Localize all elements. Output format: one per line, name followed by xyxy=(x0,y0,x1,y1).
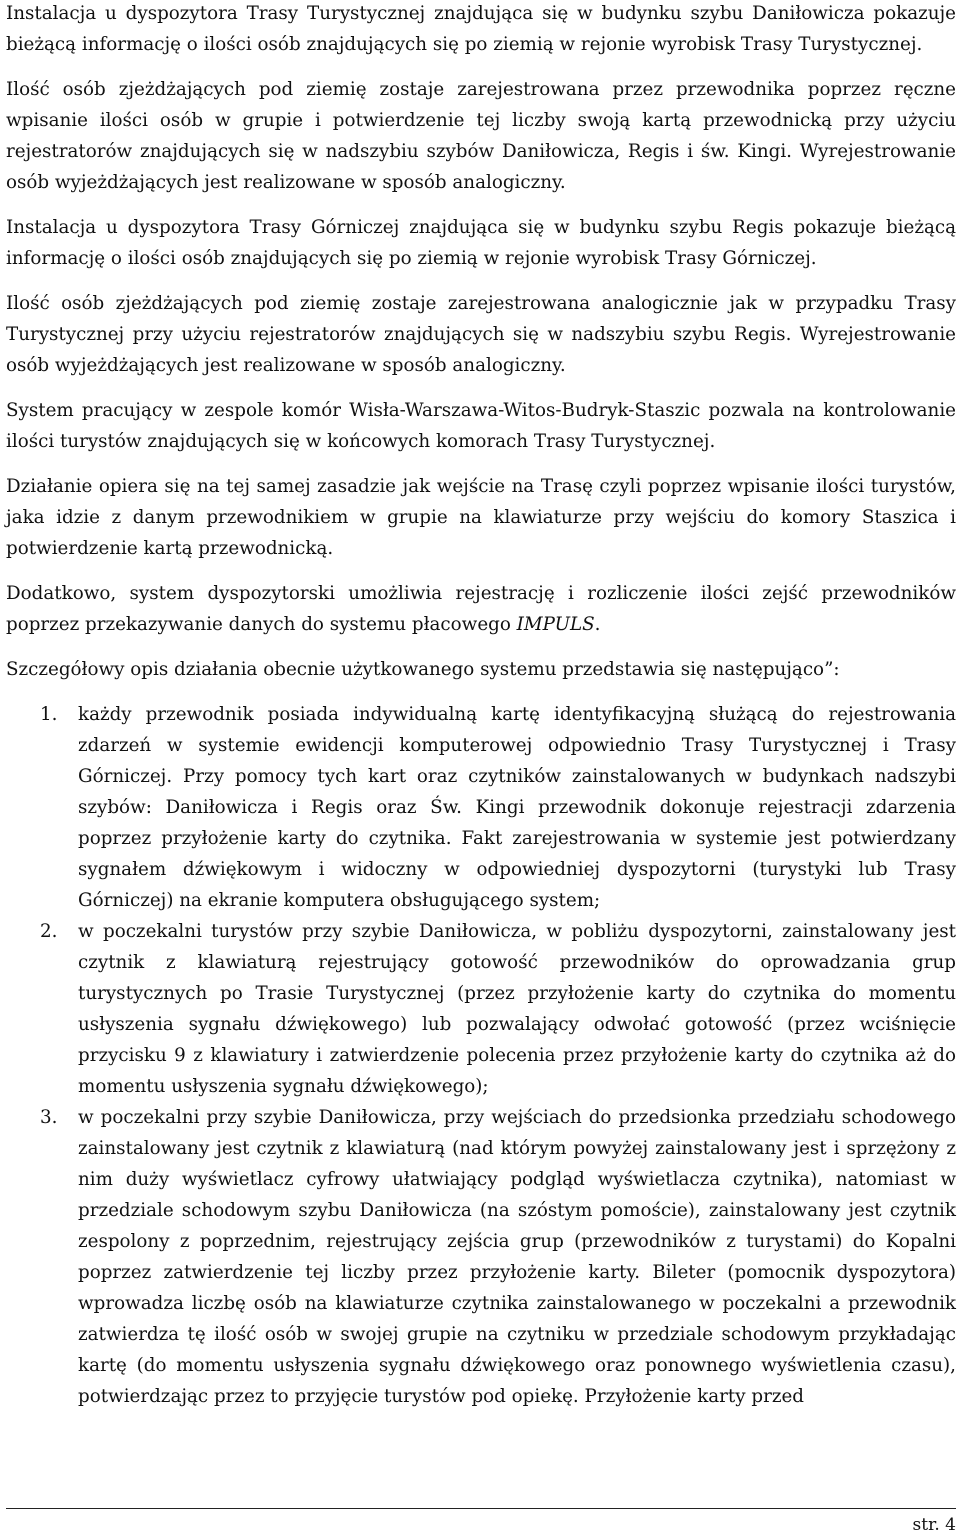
paragraph-dispatcher-tourist-route: Instalacja u dyspozytora Trasy Turystycznej znajdująca się w budynku szybu Daniłowicza pokazuje bieżącą informację o ilości osób znajdujących się po ziemią w rejonie wyrobisk Trasy Turystycznej. xyxy=(6,3,956,55)
list-item-text: każdy przewodnik posiada indywidualną kartę identyfikacyjną służącą do rejestrowania zdarzeń w systemie ewidencji komputerowej odpowiednio Trasy Turystycznej i Trasy Górniczej. Przy pomocy tych kart oraz czytników zainstalowanych w budynkach nadszybi szybów: Daniłowicza i Regis oraz Św. Kingi przewodnik dokonuje rejestracji zdarzenia poprzez przyłożenie karty do czytnika. Fakt zarejestrowania w systemie jest potwierdzany sygnałem dźwiękowym i widoczny w odpowiedniej dyspozytorni (turystyki lub Trasy Górniczej) na ekranie komputera obsługującego system; xyxy=(78,704,956,911)
list-item-number: 1. xyxy=(40,704,58,725)
list-item xyxy=(6,916,956,1102)
list-item-number: 3. xyxy=(40,1107,58,1128)
impuls-text-after: . xyxy=(594,614,601,635)
document-page xyxy=(6,0,956,1412)
list-item xyxy=(6,1102,956,1412)
paragraph-registration-mining-route: Ilość osób zjeżdżających pod ziemię zostaje zarejestrowana analogicznie jak w przypadku Trasy Turystycznej przy użyciu rejestratorów znajdujących się w nadszybiu szybu Regis. Wyrejestrowanie osób wyjeżdżających jest realizowane w sposób analogiczny. xyxy=(6,293,956,376)
list-item xyxy=(6,699,956,916)
footer-divider xyxy=(6,1508,956,1509)
procedure-list xyxy=(6,699,956,1412)
paragraph-registration-tourist-route: Ilość osób zjeżdżających pod ziemię zostaje zarejestrowana przez przewodnika poprzez ręczne wpisanie ilości osób w grupie i potwierdzenie tej liczby swoją kartą przewodnicką przy użyciu rejestratorów znajdujących się w nadszybiu szybów Daniłowicza, Regis i św. Kingi. Wyrejestrowanie osób wyjeżdżających jest realizowane w sposób analogiczny. xyxy=(6,79,956,193)
list-item-text: w poczekalni turystów przy szybie Daniłowicza, w pobliżu dyspozytorni, zainstalowany jest czytnik z klawiaturą rejestrujący gotowość przewodników do oprowadzania grup turystycznych po Trasie Turystycznej (przez przyłożenie karty do czytnika do momentu usłyszenia sygnału dźwiękowego) lub pozwalający odwołać gotowość (przez wciśnięcie przycisku 9 z klawiatury i zatwierdzenie polecenia przez przyłożenie karty do czytnika aż do momentu usłyszenia sygnału dźwiękowego); xyxy=(78,921,956,1097)
impuls-emphasis: IMPULS xyxy=(516,614,595,635)
list-intro: Szczegółowy opis działania obecnie użytkowanego systemu przedstawia się następująco”: xyxy=(6,659,840,680)
list-item-number: 2. xyxy=(40,921,58,942)
page-number: str. 4 xyxy=(912,1515,956,1535)
paragraph-operation-principle: Działanie opiera się na tej samej zasadzie jak wejście na Trasę czyli poprzez wpisanie ilości turystów, jaka idzie z danym przewodnikiem w grupie na klawiaturze przy wejściu do komory Staszica i potwierdzenie kartą przewodnicką. xyxy=(6,476,956,559)
paragraph-impuls-payroll xyxy=(6,578,956,640)
impuls-text-before: Dodatkowo, system dyspozytorski umożliwia rejestrację i rozliczenie ilości zejść przewodników poprzez przekazywanie danych do systemu płacowego xyxy=(6,583,956,635)
paragraph-chamber-system: System pracujący w zespole komór Wisła-Warszawa-Witos-Budryk-Staszic pozwala na kontrolowanie ilości turystów znajdujących się w końcowych komorach Trasy Turystycznej. xyxy=(6,400,956,452)
paragraph-dispatcher-mining-route: Instalacja u dyspozytora Trasy Górniczej znajdująca się w budynku szybu Regis pokazuje bieżącą informację o ilości osób znajdujących się po ziemią w rejonie wyrobisk Trasy Górniczej. xyxy=(6,217,956,269)
list-item-text: w poczekalni przy szybie Daniłowicza, przy wejściach do przedsionka przedziału schodowego zainstalowany jest czytnik z klawiaturą (nad którym powyżej zainstalowany jest i sprzężony z nim duży wyświetlacz cyfrowy ułatwiający podgląd wyświetlacza czytnika), natomiast w przedziale schodowym szybu Daniłowicza (na szóstym pomoście), zainstalowany jest czytnik zespolony z poprzednim, rejestrujący zejścia grup (przewodników z turystami) do Kopalni poprzez zatwierdzenie tej liczby przez przyłożenie karty. Bileter (pomocnik dyspozytora) wprowadza liczbę osób na klawiaturze czytnika zainstalowanego w poczekalni a przewodnik zatwierdza tę ilość osób w swojej grupie na czytniku w przedziale schodowym przykładając kartę (do momentu usłyszenia sygnału dźwiękowego oraz ponownego wyświetlenia czasu), potwierdzając przez to przyjęcie turystów pod opiekę. Przyłożenie karty przed xyxy=(78,1107,956,1407)
